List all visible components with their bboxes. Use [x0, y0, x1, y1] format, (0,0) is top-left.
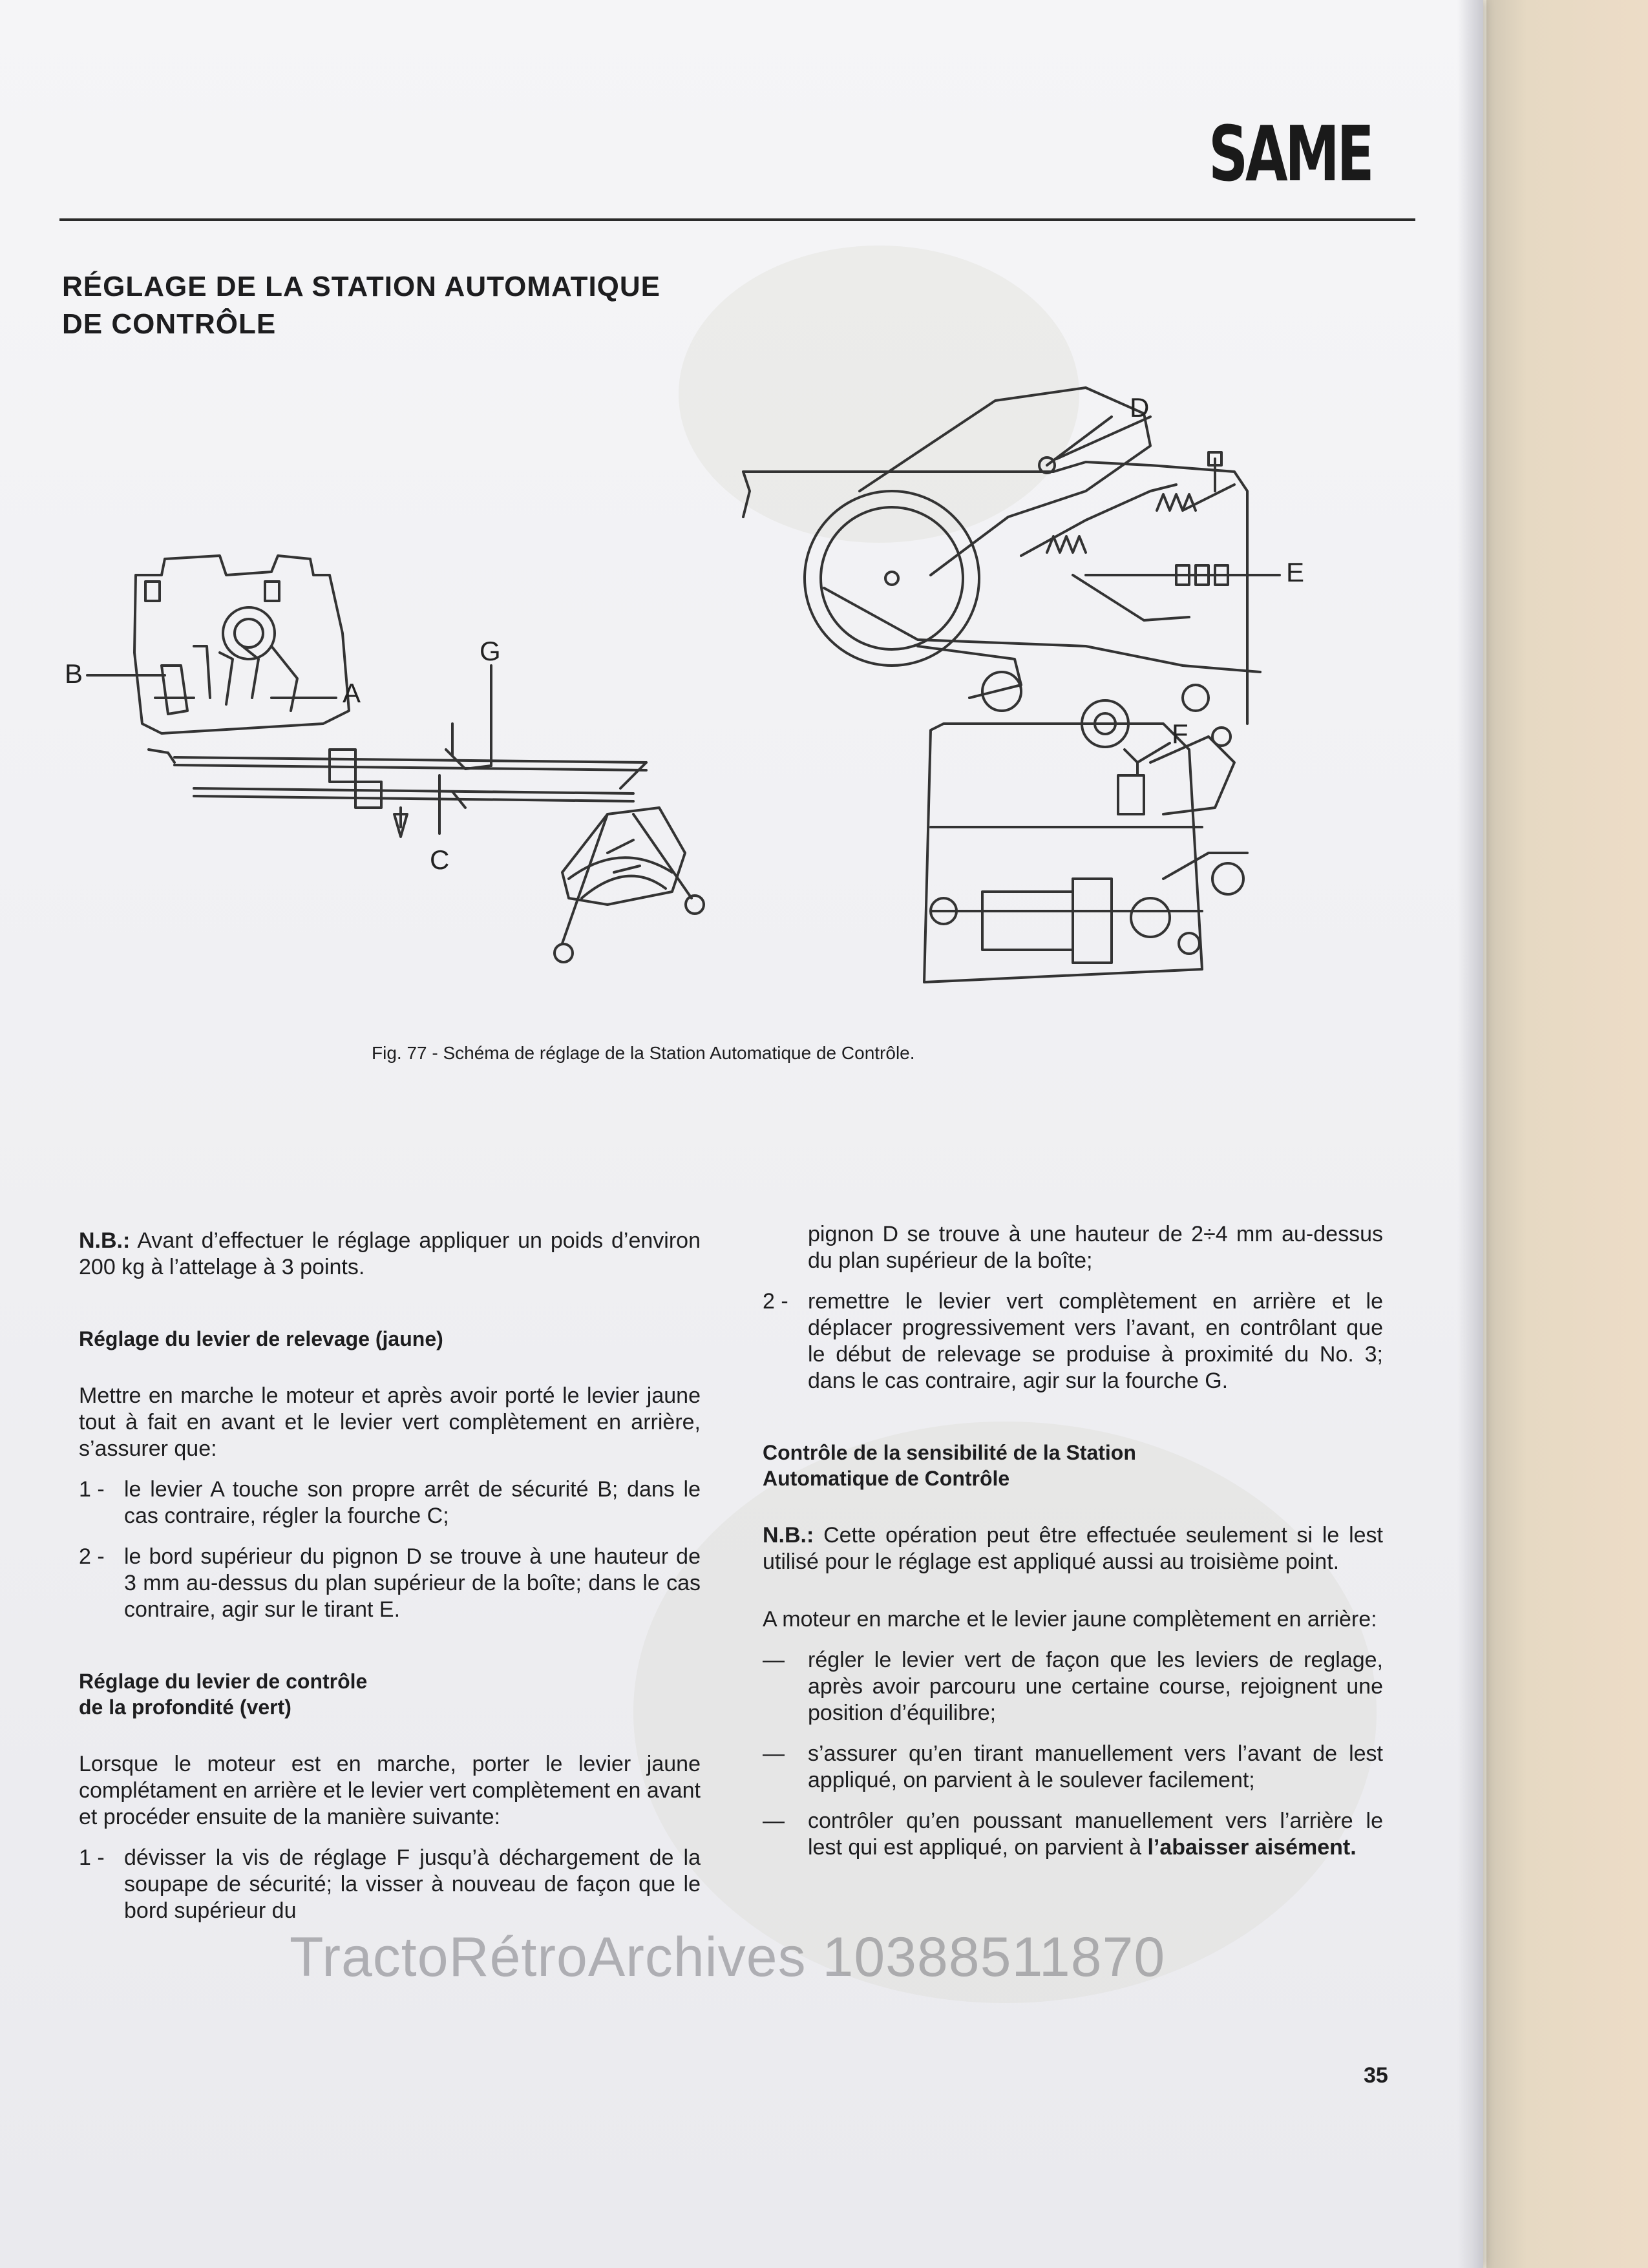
dash-item [763, 1647, 1383, 1727]
title-line-2: DE CONTRÔLE [62, 308, 277, 340]
list-item [79, 1476, 701, 1529]
nb-text: Avant d’effectuer le réglage appliquer un poids d’environ 200 kg à l’attelage à 3 points. [79, 1228, 701, 1279]
dash-text-bold: l’abaisser aisément. [1147, 1835, 1357, 1860]
heading-line-2: Automatique de Contrôle [763, 1467, 1010, 1490]
list-text: remettre le levier vert complètement en arrière et le déplacer progressivement vers l’avant, en contrôlant que le début de relevage se produise à proximité du No. 3; dans le cas contraire, agir sur la fourche G. [808, 1289, 1383, 1393]
list-text: le levier A touche son propre arrêt de sécurité B; dans le cas contraire, régler la fourche C; [124, 1477, 701, 1528]
dash: — [763, 1648, 785, 1672]
heading-line-1: Réglage du levier de contrôle [79, 1670, 368, 1693]
list-item [79, 1544, 701, 1623]
header-rule [59, 218, 1415, 221]
heading-line-1: Contrôle de la sensibilité de la Station [763, 1441, 1136, 1464]
watermark: TractoRétroArchives 10388511870 [290, 1926, 1166, 1988]
dash: — [763, 1741, 785, 1766]
list-number: 1 - [79, 1477, 105, 1502]
left-column [79, 1228, 701, 1924]
list-number: 2 - [79, 1544, 105, 1569]
page-edge [1457, 0, 1483, 2268]
dash-item [763, 1741, 1383, 1794]
control-box-drawing [87, 556, 704, 962]
list-number: 2 - [763, 1289, 788, 1314]
label-b: B [65, 658, 83, 689]
list-item [79, 1845, 701, 1924]
lift-mechanism-drawing [743, 388, 1280, 982]
technical-drawing [52, 362, 1383, 1047]
nb-note [763, 1522, 1383, 1575]
label-c: C [430, 845, 450, 875]
paragraph: Lorsque le moteur est en marche, porter le levier jaune complétament en arrière et le levier vert complètement en avant et procéder ensuite de la manière suivante: [79, 1752, 701, 1829]
list-item [763, 1288, 1383, 1394]
page-title [62, 268, 773, 343]
dash: — [763, 1809, 785, 1833]
list-item-continued [763, 1221, 1383, 1274]
dash-text: s’assurer qu’en tirant manuellement vers l’avant de lest appliqué, on parvient à le soulever facilement; [808, 1741, 1383, 1792]
right-column [763, 1221, 1383, 1861]
section-heading-lift: Réglage du levier de relevage (jaune) [79, 1327, 443, 1350]
nb-label: N.B.: [763, 1523, 814, 1548]
list-text: dévisser la vis de réglage F jusqu’à déchargement de la soupape de sécurité; la visser à nouveau de façon que le bord supérieur du [124, 1845, 701, 1923]
dash-text: régler le levier vert de façon que les leviers de reglage, après avoir parcouru une certaine course, rejoignent une position d’équilibre; [808, 1648, 1383, 1725]
label-e: E [1286, 557, 1305, 587]
label-a: A [343, 678, 361, 708]
nb-note [79, 1228, 701, 1281]
figure-caption: Fig. 77 - Schéma de réglage de la Station Automatique de Contrôle. [372, 1043, 915, 1063]
list-text: pignon D se trouve à une hauteur de 2÷4 mm au-dessus du plan supérieur de la boîte; [808, 1222, 1383, 1273]
list-number: 1 - [79, 1845, 105, 1870]
page-number: 35 [1364, 2063, 1388, 2088]
title-line-1: RÉGLAGE DE LA STATION AUTOMATIQUE [62, 271, 661, 302]
nb-text: Cette opération peut être effectuée seulement si le lest utilisé pour le réglage est appliqué aussi au troisième point. [763, 1523, 1383, 1574]
paragraph: Mettre en marche le moteur et après avoir porté le levier jaune tout à fait en avant et le levier vert complètement en arrière, s’assurer que: [79, 1383, 701, 1461]
dash-item [763, 1808, 1383, 1861]
section-heading-sensitivity [763, 1440, 1383, 1491]
paragraph: A moteur en marche et le levier jaune complètement en arrière: [763, 1607, 1377, 1632]
dash-text [808, 1808, 1383, 1861]
label-f: F [1172, 719, 1188, 749]
label-g: G [480, 636, 501, 666]
binder-spine [1486, 0, 1648, 2268]
label-d: D [1130, 392, 1150, 423]
nb-label: N.B.: [79, 1228, 131, 1253]
section-heading-depth [79, 1668, 701, 1720]
dash-text-part: contrôler qu’en poussant manuellement vers l’arrière le lest qui est appliqué, on parvient à [808, 1809, 1383, 1860]
list-text: le bord supérieur du pignon D se trouve à une hauteur de 3 mm au-dessus du plan supérieur de la boîte; dans le cas contraire, agir sur le tirant E. [124, 1544, 701, 1622]
heading-line-2: de la profondité (vert) [79, 1696, 291, 1719]
brand-logo: SAME [1209, 109, 1372, 198]
